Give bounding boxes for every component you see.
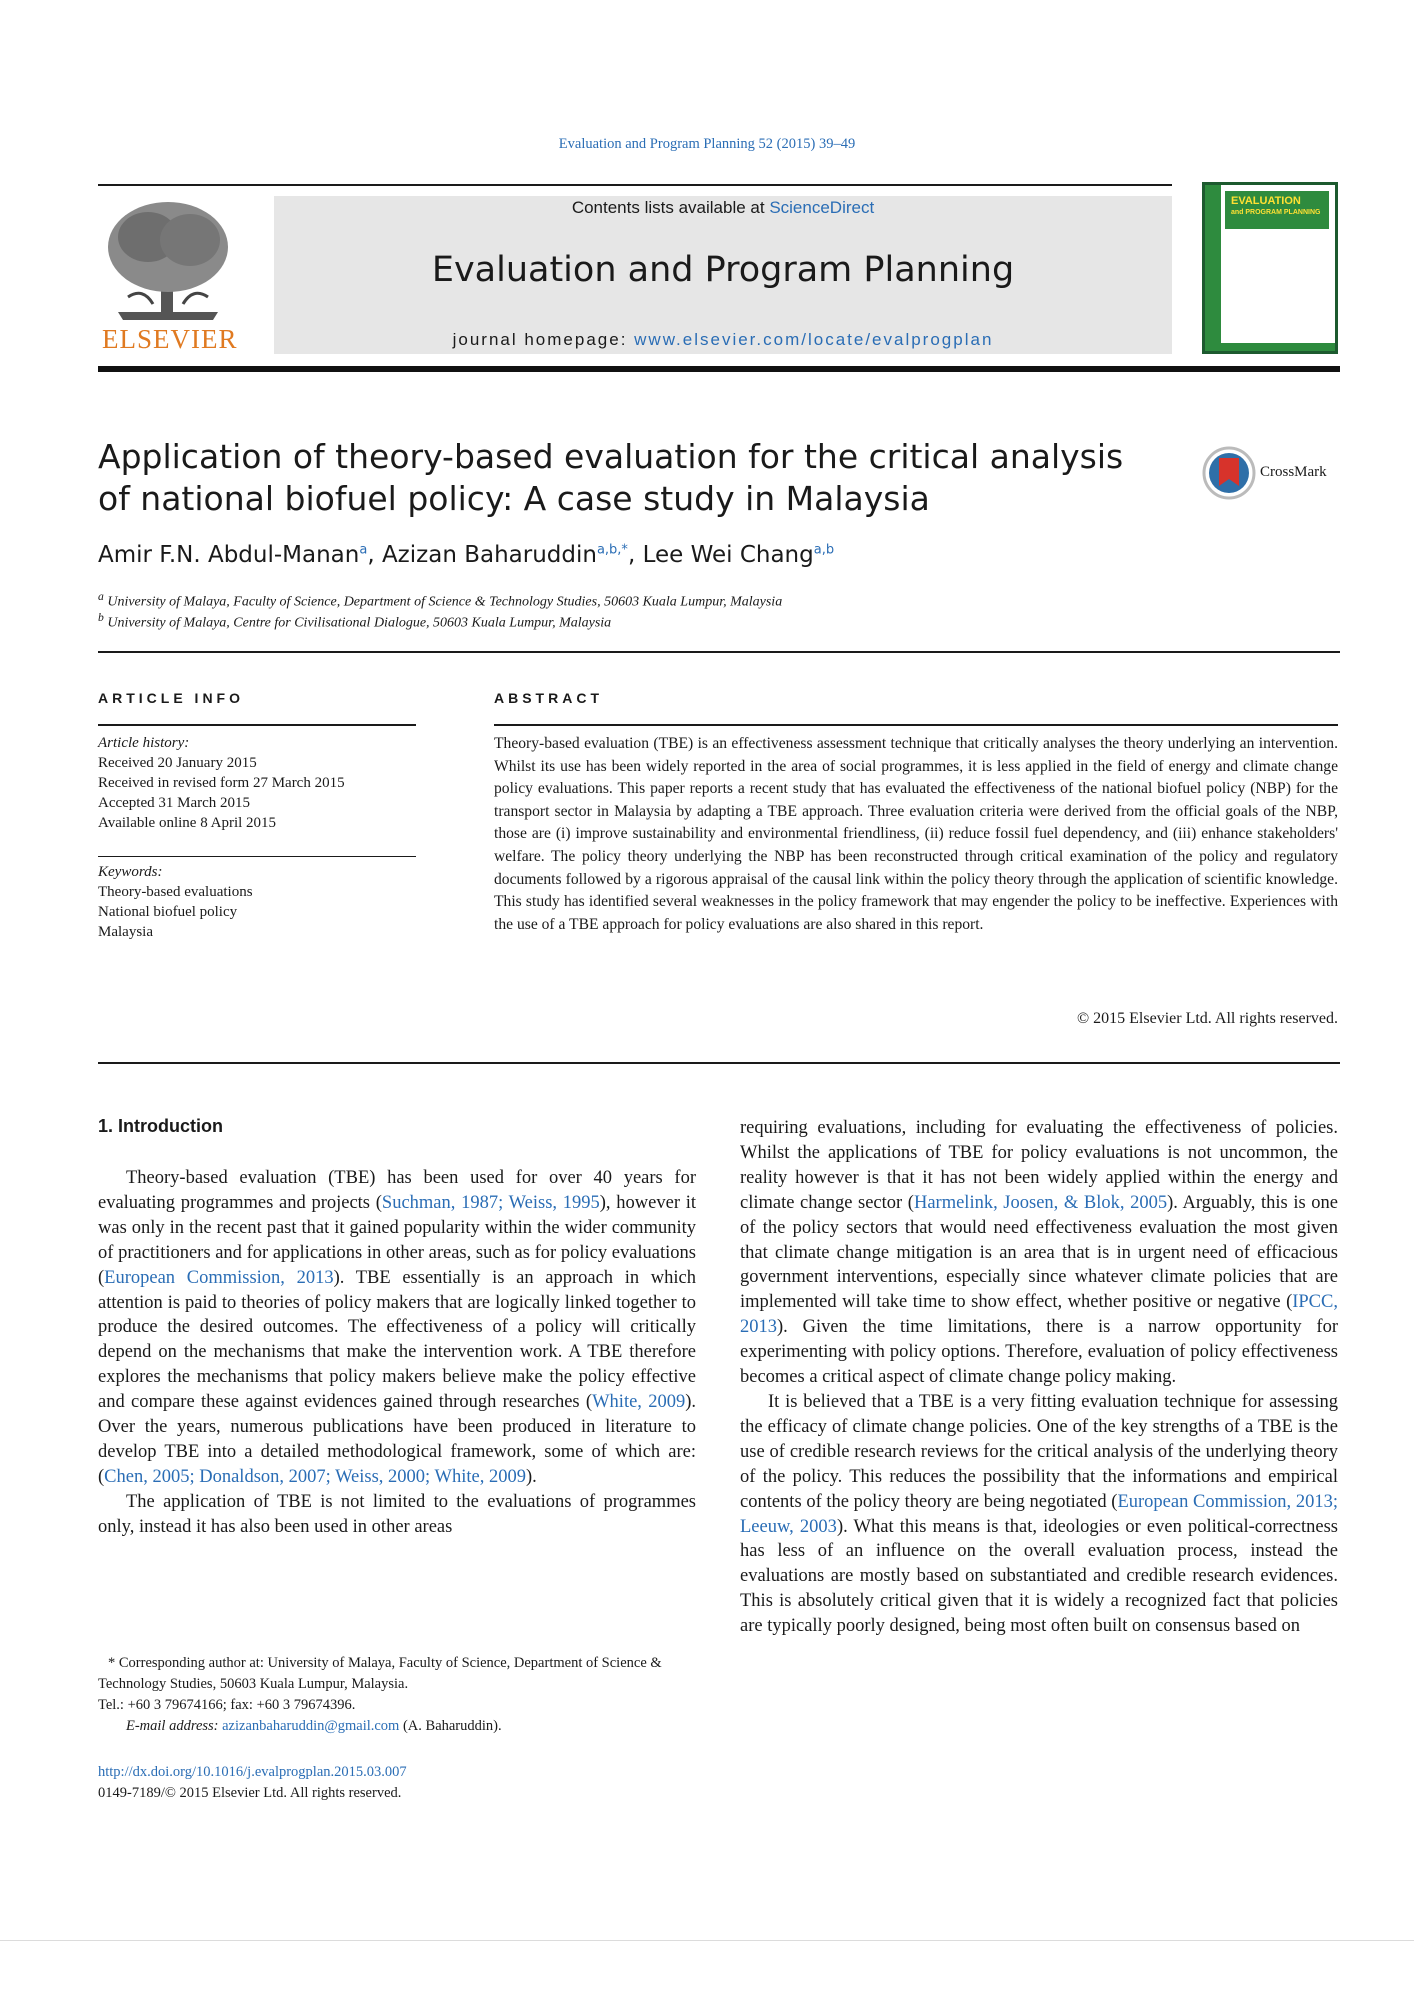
author-name[interactable]: Azizan Baharuddin: [381, 542, 597, 568]
abstract-heading: ABSTRACT: [494, 690, 603, 706]
abstract-text: Theory-based evaluation (TBE) is an effectiveness assessment technique that critically analyses the theory underlying an intervention. Whilst its use has been widely reported in the area of social programmes, it is less applied in the field of energy and climate change policy evaluations. This paper reports a recent study that has evaluated the effectiveness of the national biofuel policy (NBP) for the transport sector in Malaysia by adapting a TBE approach. Three evaluation criteria were derived from the official goals of the NBP, those are (i) improve sustainability and environmental friendliness, (ii) reduce fossil fuel dependency, and (iii) enhance stakeholders' welfare. The policy theory underlying the NBP has been reconstructed through critical examination of the policy and regulatory documents followed by a rigorous appraisal of the causal link within the policy theory through the application of scientific knowledge. This study has identified several weaknesses in the policy framework that may engender the policy to be ineffective. Experiences with the use of a TBE approach for policy evaluations are also shared in this report.: [494, 735, 1338, 933]
article-title-line-2: of national biofuel policy: A case study in Malaysia: [98, 479, 930, 518]
footnote-block: [98, 1653, 696, 1737]
crossmark-label: CrossMark: [1260, 464, 1327, 480]
elsevier-wordmark: ELSEVIER: [102, 324, 238, 354]
sciencedirect-link[interactable]: ScienceDirect: [769, 198, 875, 217]
author-affil-mark[interactable]: a,b: [813, 542, 835, 558]
journal-homepage: [274, 330, 1172, 350]
author-name[interactable]: Lee Wei Chang: [642, 542, 814, 568]
header-bottom-rule: [98, 366, 1340, 372]
keyword: Malaysia: [98, 924, 153, 940]
citation-link[interactable]: Chen, 2005; Donaldson, 2007; Weiss, 2000; White, 2009: [104, 1466, 526, 1487]
affiliation-text: University of Malaya, Centre for Civilisational Dialogue, 50603 Kuala Lumpur, Malaysia: [107, 615, 612, 631]
citation-link[interactable]: White, 2009: [592, 1392, 686, 1413]
text-run: ). Arguably, this is one of the policy sectors that would need effectiveness evaluation the most given that climate change mitigation is an area that is in urgent need of efficacious government interventions, especially since whatever climate policies that are implemented will take time to show effect, whether positive or negative (: [740, 1192, 1338, 1313]
author-list: Amir F.N. Abdul-Manan$^a$, Azizan Baharuddin$^{a,b,*}$, Lee Wei Chang$^{a,b}$: [98, 542, 835, 568]
corresponding-author-note: * Corresponding author at: University of Malaya, Faculty of Science, Department of Science & Technology Studies, 50603 Kuala Lumpur, Malaysia.: [98, 1655, 662, 1692]
text-run: Theory-based evaluation (TBE) has been used for over 40 years for evaluating programmes and projects (: [98, 1168, 696, 1213]
contact-phone: Tel.: +60 3 79674166; fax: +60 3 79674396.: [98, 1697, 356, 1713]
homepage-link[interactable]: www.elsevier.com/locate/evalprogplan: [634, 330, 994, 349]
citation-link[interactable]: European Commission, 2013: [104, 1267, 334, 1288]
affiliation-rule: [98, 651, 1340, 653]
header-top-rule: [98, 184, 1172, 186]
cover-spine: [1205, 185, 1221, 351]
keywords-label: Keywords:: [98, 864, 163, 880]
text-run: ), however it was only in the recent past that it gained popularity within the wider community of practitioners and for applications in other areas, such as for policy evaluations (: [98, 1192, 696, 1288]
article-title-line-1: Application of theory-based evaluation for the critical analysis: [98, 437, 1124, 476]
author-name[interactable]: Amir F.N. Abdul-Manan: [98, 542, 360, 568]
history-item: Received in revised form 27 March 2015: [98, 775, 345, 791]
doi-block: [98, 1762, 696, 1804]
doi-link[interactable]: http://dx.doi.org/10.1016/j.evalprogplan.2015.03.007: [98, 1764, 407, 1780]
article-info-heading: ARTICLE INFO: [98, 690, 244, 706]
page-bottom-edge: [0, 1940, 1414, 1941]
affiliation-text: University of Malaya, Faculty of Science, Department of Science & Technology Studies, 50603 Kuala Lumpur, Malaysia: [107, 594, 783, 610]
contents-prefix: Contents lists available at: [571, 198, 770, 217]
text-run: ).: [525, 1466, 537, 1487]
paragraph: [98, 1166, 696, 1490]
cover-title: EVALUATION: [1231, 195, 1301, 207]
journal-cover-thumbnail[interactable]: [1202, 182, 1338, 354]
cover-bottom-band: [1205, 343, 1335, 351]
email-label: E-mail address:: [126, 1718, 223, 1734]
history-item: Accepted 31 March 2015: [98, 795, 251, 811]
history-item: Received 20 January 2015: [98, 755, 257, 771]
article-history: [98, 733, 418, 833]
keyword: National biofuel policy: [98, 904, 238, 920]
contents-line: [274, 198, 1172, 218]
text-run: It is believed that a TBE is a very fitting evaluation technique for assessing the efficacy of climate change policies. One of the key strengths of a TBE is the use of credible research reviews for the critical analysis of the underlying theory of the policy. This reduces the possibility that the informations and empirical contents of the policy theory are being negotiated (: [740, 1391, 1338, 1512]
affiliation-mark: b: [98, 611, 104, 624]
text-run: ). What this means is that, ideologies or even political-correctness has less of an influence on the overall evaluation process, instead the evaluations are mostly based on substantiated and credible research evidences. This is absolutely critical given that it is widely a recognized fact that policies are typically poorly designed, being most often built on consensus based on: [740, 1516, 1338, 1637]
front-matter-rule: [98, 1062, 1340, 1064]
journal-citation[interactable]: Evaluation and Program Planning 52 (2015) 39–49: [558, 136, 856, 152]
keywords-block: [98, 862, 418, 942]
text-run: ). Given the time limitations, there is a narrow opportunity for experimenting with policy options. Therefore, evaluation of policy effectiveness becomes a critical aspect of climate change policy making.: [740, 1317, 1338, 1388]
author-affil-mark[interactable]: a: [359, 542, 368, 558]
article-title: [98, 436, 1158, 520]
affiliation-b: [98, 611, 611, 632]
cover-subtitle: and PROGRAM PLANNING: [1231, 209, 1321, 216]
section-heading: 1. Introduction: [98, 1116, 223, 1136]
issn-line: 0149-7189/© 2015 Elsevier Ltd. All rights reserved.: [98, 1785, 402, 1801]
citation-link[interactable]: European Commission, 2013; Leeuw, 2003: [740, 1491, 1338, 1537]
homepage-prefix: journal homepage:: [452, 330, 635, 349]
abstract-rule: [494, 724, 1338, 726]
journal-title: Evaluation and Program Planning: [431, 250, 1015, 290]
email-suffix: (A. Baharuddin).: [399, 1718, 502, 1734]
crossmark-icon: [1202, 446, 1256, 500]
text-run: ). Over the years, numerous publications have been produced in literature to develop TBE into a detailed methodological framework, some of which are: (: [98, 1392, 697, 1487]
elsevier-logo[interactable]: [98, 192, 238, 355]
affiliation-a: [98, 590, 782, 611]
email-link[interactable]: azizanbaharuddin@gmail.com: [222, 1718, 400, 1734]
author-affil-mark[interactable]: a,b,*: [596, 542, 628, 558]
citation-link[interactable]: Harmelink, Joosen, & Blok, 2005: [913, 1192, 1168, 1213]
history-item: Available online 8 April 2015: [98, 815, 277, 831]
body-left-column: [98, 1166, 696, 1540]
paragraph: [740, 1390, 1338, 1639]
text-run: requiring evaluations, including for evaluating the effectiveness of policies. Whilst the applications of TBE for policy evaluations is not uncommon, the reality however is that it has not been widely applied within the energy and climate change sector (: [740, 1118, 1338, 1213]
article-info-rule: [98, 724, 416, 726]
keywords-rule: [98, 856, 416, 857]
abstract-copyright: © 2015 Elsevier Ltd. All rights reserved.: [1077, 1010, 1338, 1027]
citation-link[interactable]: IPCC, 2013: [740, 1292, 1338, 1338]
body-right-column: [740, 1116, 1338, 1639]
cover-title-block: [1225, 191, 1329, 229]
keyword: Theory-based evaluations: [98, 884, 253, 900]
citation-link[interactable]: Suchman, 1987; Weiss, 1995: [381, 1192, 600, 1213]
email-line: [98, 1716, 696, 1737]
affiliation-mark: a: [98, 590, 104, 603]
paragraph: [740, 1116, 1338, 1390]
history-label: Article history:: [98, 735, 190, 751]
crossmark-badge[interactable]: [1202, 446, 1352, 502]
paragraph: The application of TBE is not limited to the evaluations of programmes only, instead it has also been used in other areas: [98, 1491, 696, 1537]
text-run: ). TBE essentially is an approach in which attention is paid to theories of policy makers that are logically linked together to produce the desired outcomes. The effectiveness of a policy will critically depend on the mechanisms that make the intervention work. A TBE therefore explores the mechanisms that policy makers believe make the policy effective and compare these against evidences gained through researches (: [98, 1267, 697, 1413]
